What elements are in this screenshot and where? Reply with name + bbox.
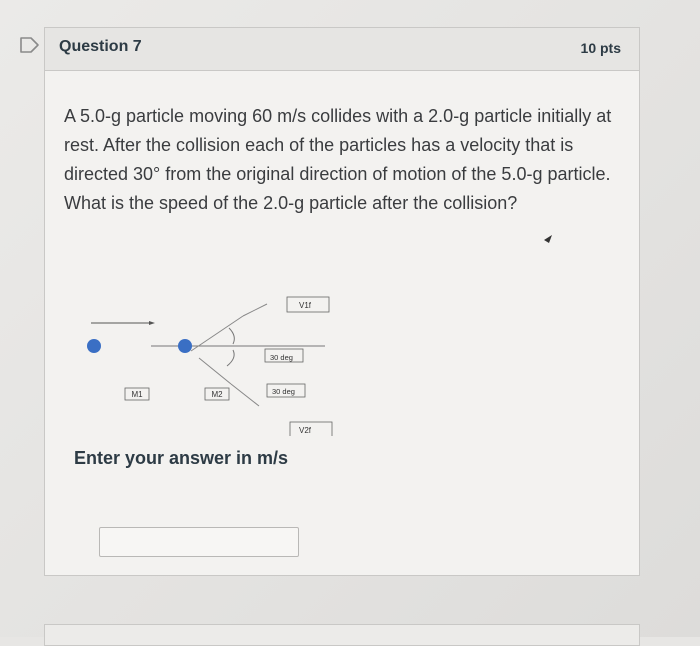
question-header xyxy=(45,28,639,71)
particle-m2 xyxy=(178,339,192,353)
collision-diagram xyxy=(81,266,351,436)
answer-label: Enter your answer in m/s xyxy=(74,448,289,468)
particle-m1 xyxy=(87,339,101,353)
incoming-arrowhead xyxy=(149,321,155,325)
m2-label: M2 xyxy=(211,390,223,399)
question-title: Question 7 xyxy=(59,38,142,55)
angle-arc-top xyxy=(229,328,234,344)
question-card xyxy=(44,27,640,576)
v1f-label: V1f xyxy=(299,301,312,310)
v2f-label: V2f xyxy=(299,426,312,435)
v2f-line-ext xyxy=(231,384,259,406)
question-text: A 5.0-g particle moving 60 m/s collides with a 2.0-g particle initially at rest. After the collision each of the particles has a velocity that is directed 30° from the original direction of motion of the 5.0-g particle. What is the speed of the 2.0-g particle after the collision? xyxy=(64,106,612,213)
angle-arc-bottom xyxy=(227,350,234,366)
next-question-card xyxy=(44,624,640,646)
mouse-cursor-icon xyxy=(543,234,553,244)
v1f-line-ext xyxy=(243,304,267,316)
angle-top-label: 30 deg xyxy=(270,353,293,362)
answer-input[interactable] xyxy=(99,527,299,557)
angle-bottom-label: 30 deg xyxy=(272,387,295,396)
flag-question-icon[interactable] xyxy=(19,36,41,54)
v2f-line xyxy=(199,358,231,384)
m1-label: M1 xyxy=(131,390,143,399)
question-points: 10 pts xyxy=(580,40,621,56)
